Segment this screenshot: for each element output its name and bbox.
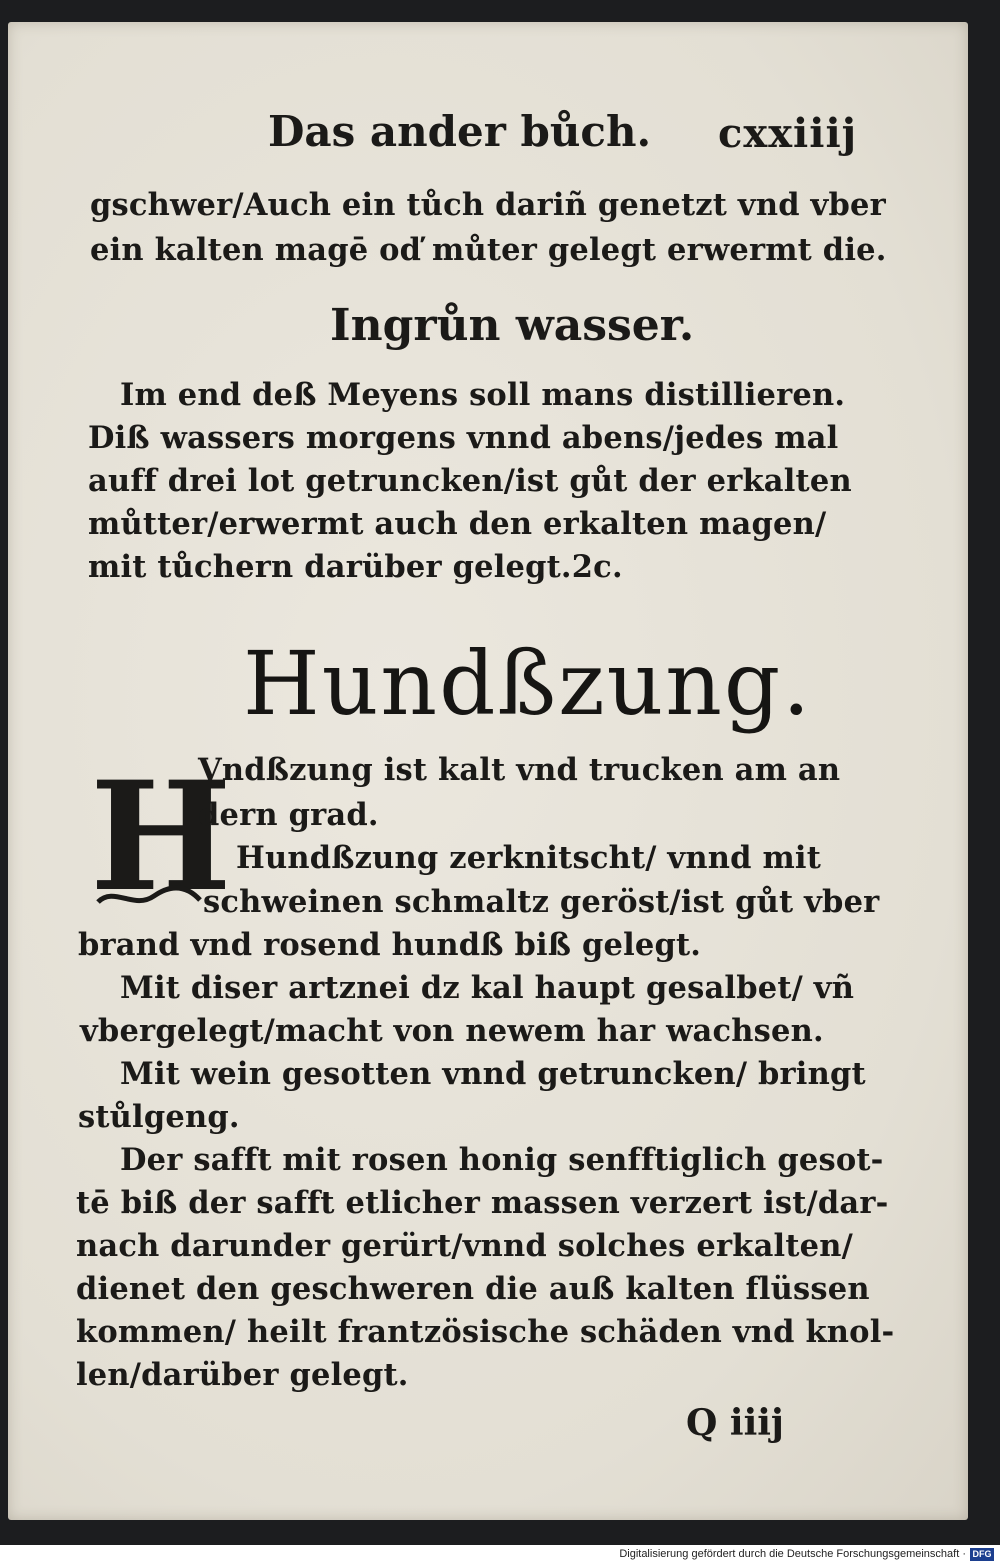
footer-bar <box>0 1545 1000 1565</box>
decorated-initial: H <box>90 749 232 925</box>
text-line: gschwer/Auch ein tůch dariñ genetzt vnd vber <box>90 187 886 223</box>
text-line: vbergelegt/macht von newem har wachsen. <box>80 1013 824 1049</box>
text-line: můtter/erwermt auch den erkalten magen/ <box>88 506 827 542</box>
text-line: stůlgeng. <box>78 1099 240 1135</box>
text-line: Mit diser artznei dz kal haupt gesalbet/ vñ <box>120 970 855 1006</box>
text-line: kommen/ heilt frantzösische schäden vnd knol- <box>76 1314 895 1350</box>
text-line: dienet den geschweren die auß kalten flüssen <box>76 1271 870 1307</box>
text-line: ein kalten magē oď můter gelegt erwermt die. <box>90 232 887 268</box>
text-line: Diß wassers morgens vnnd abens/jedes mal <box>88 420 839 456</box>
signature-mark: Q iiij <box>686 1402 784 1444</box>
text-line: schweinen schmaltz geröst/ist gůt vber <box>203 884 880 920</box>
text-line: dern grad. <box>198 797 379 833</box>
text-line: len/darüber gelegt. <box>76 1357 409 1393</box>
text-line: mit tůchern darüber gelegt.2c. <box>88 549 623 585</box>
text-line: Vndßzung ist kalt vnd trucken am an <box>198 752 841 788</box>
text-line: Im end deß Meyens soll mans distillieren. <box>120 377 846 413</box>
folio-number: cxxiiij <box>718 110 858 157</box>
text-line: Hundßzung zerknitscht/ vnnd mit <box>236 840 821 876</box>
text-line: Mit wein gesotten vnnd getruncken/ bringt <box>120 1056 866 1092</box>
text-line: brand vnd rosend hundß biß gelegt. <box>78 927 702 963</box>
text-line: tē biß der safft etlicher massen verzert ist/dar- <box>76 1185 889 1221</box>
funding-credit: Digitalisierung gefördert durch die Deutsche Forschungsgemeinschaft · <box>619 1548 966 1560</box>
text-line: auff drei lot getruncken/ist gůt der erkalten <box>88 463 852 499</box>
running-title: Das ander bůch. <box>268 107 652 156</box>
dfg-logo-icon: DFG <box>970 1548 994 1561</box>
text-line: Der safft mit rosen honig senfftiglich gesot- <box>120 1142 884 1178</box>
section-title-hundszung: Hundßzung. <box>243 632 813 735</box>
initial-flourish-icon <box>94 882 204 912</box>
book-page <box>8 22 968 1520</box>
text-line: nach darunder gerürt/vnnd solches erkalten/ <box>76 1228 853 1264</box>
section-title-ingruen: Ingrůn wasser. <box>330 300 695 351</box>
